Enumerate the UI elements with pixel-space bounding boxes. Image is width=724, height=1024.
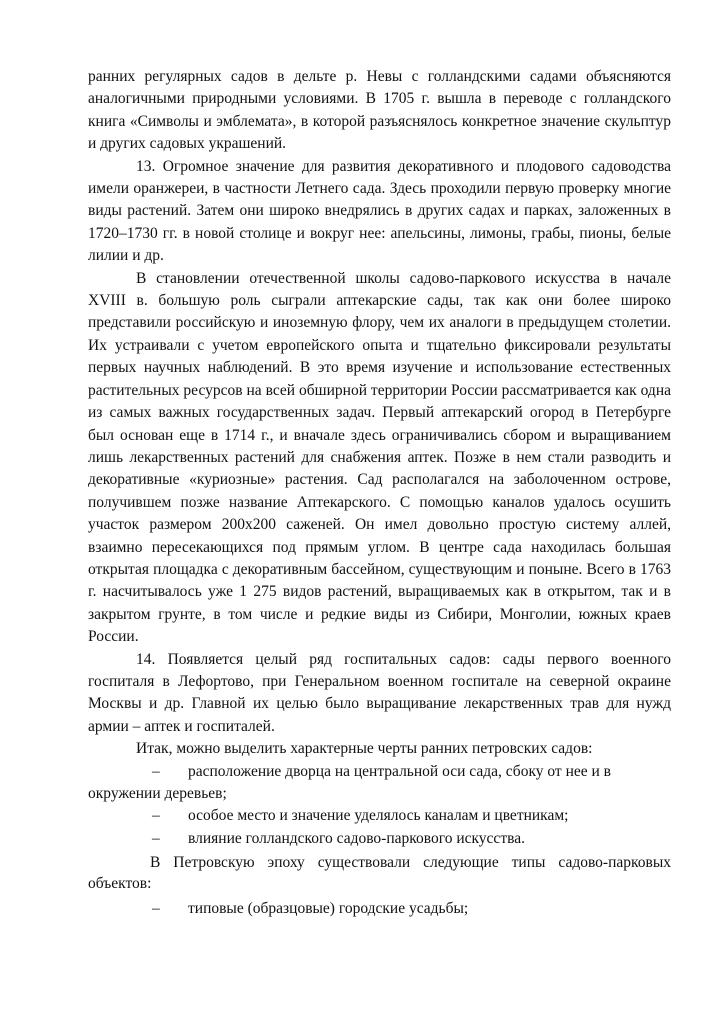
list-item-text: влияние голландского садово-паркового искусства. <box>188 829 525 847</box>
paragraph-apothecary-gardens: В становлении отечественной школы садово-паркового искусства в начале XVIII в. большую роль сыграли аптекарские сады, так как они более широко представили российскую и иноземную флору, чем их аналоги в предыдущем столетии. Их устраивали с учетом европейского опыта и тщательно фиксировали результаты первых научных наблюдений. В это время изучение и использование естественных растительных ресурсов на всей обширной территории России рассматривается как одна из самых важных государственных задач. Первый аптекарский огород в Петербурге был основан еще в 1714 г., и вначале здесь ограничивались сбором и выращиванием лишь лекарственных растений для снабжения аптек. Позже в нем стали разводить и декоративные «куриозные» растения. Сад располагался на заболоченном острове, получившем позже название Аптекарского. С помощью каналов удалось осушить участок размером 200х200 саженей. Он имел довольно простую систему аллей, взаимно пересекающихся под прямым углом. В центре сада находилась большая открытая площадка с декоративным бассейном, существующим и поныне. Всего в 1763 г. насчитывалось уже 1 275 видов растений, выращиваемых как в открытом, так и в закрытом грунте, в том числе и редкие виды из Сибири, Монголии, южных краев России. <box>88 269 671 646</box>
list-item-continuation: окружении деревьев; <box>88 785 227 802</box>
dash-bullet: – <box>152 807 160 825</box>
list-item <box>88 898 671 920</box>
dash-bullet: – <box>152 900 160 918</box>
dash-bullet: – <box>152 829 160 847</box>
paragraph-13-orangeries: 13. Огромное значение для развития декоративного и плодового садоводства имели оранжереи, в частности Летнего сада. Здесь проходили первую проверку многие виды растений. Затем они широко внедрялись в других садах и парках, заложенных в 1720–1730 гг. в новой столице и вокруг нее: апельсины, лимоны, грабы, пионы, белые лилии и др. <box>88 157 671 265</box>
list-item <box>88 828 671 850</box>
paragraph-summary-intro: Итак, можно выделить характерные черты ранних петровских садов: <box>136 740 593 758</box>
list-item-text: особое место и значение уделялось каналам и цветникам; <box>188 807 569 825</box>
list-item <box>88 761 671 783</box>
paragraph-14-hospital-gardens: 14. Появляется целый ряд госпитальных садов: сады первого военного госпиталя в Лефортово, при Генеральном военном госпитале на северной окраине Москвы и др. Главной их целью было выращивание лекарственных трав для нужд армии – аптек и госпиталей. <box>88 650 671 735</box>
list-item-text: типовые (образцовые) городские усадьбы; <box>188 900 469 918</box>
list-item-text: расположение дворца на центральной оси сада, сбоку от нее и в <box>188 762 611 780</box>
list-item <box>88 805 671 827</box>
paragraph-intro: ранних регулярных садов в дельте р. Невы с голландскими садами объясняются аналогичными природными условиями. В 1705 г. вышла в переводе с голландского книга «Символы и эмблемата», в которой разъяснялось конкретное значение скульптур и других садовых украшений. <box>88 68 671 153</box>
document-body <box>88 66 671 921</box>
dash-bullet: – <box>152 762 160 780</box>
paragraph-object-types: В Петровскую эпоху существовали следующие типы садово-парковых объектов: <box>88 854 671 892</box>
